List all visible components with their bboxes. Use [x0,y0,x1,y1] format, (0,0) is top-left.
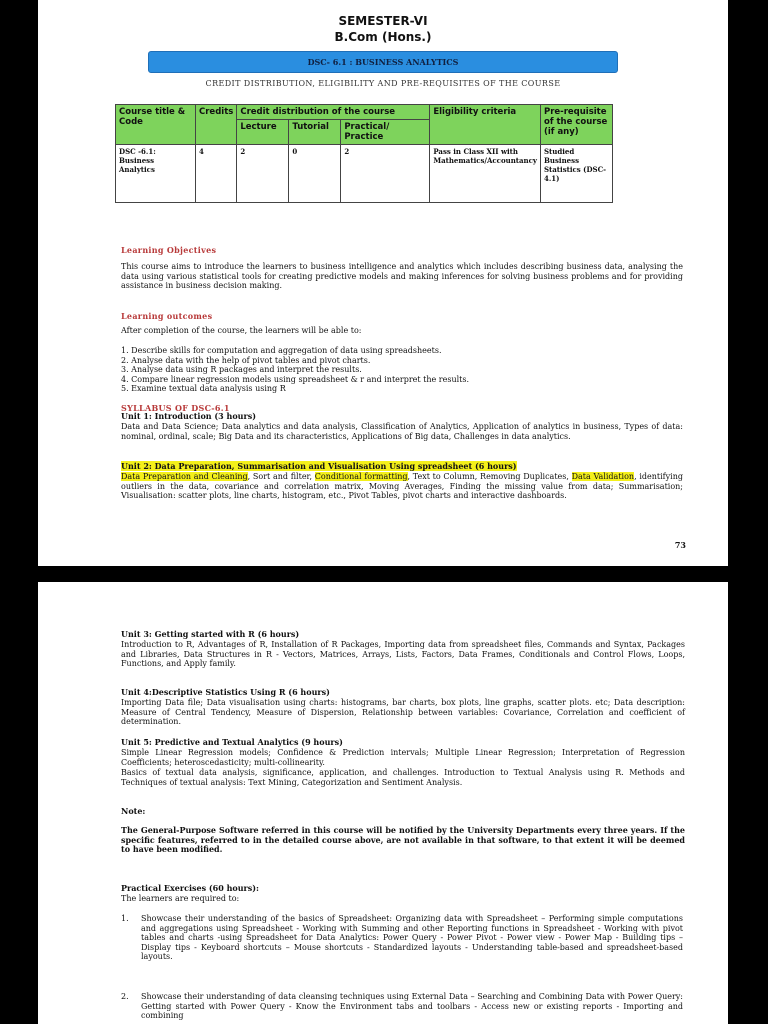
credit-distribution-heading: CREDIT DISTRIBUTION, ELIGIBILITY AND PRE-REQUISITES OF THE COURSE [205,79,561,88]
learning-outcomes-intro: After completion of the course, the learners will be able to: [121,326,362,335]
header-credits: Credits [196,105,237,145]
unit1-title: Unit 1: Introduction (3 hours) [121,411,256,421]
practical-item [121,992,683,1021]
header-practical: Practical/ Practice [341,120,430,145]
practical-item-text: Showcase their understanding of data cleansing techniques using External Data – Searching and Combining Data with Power Query: Getting started with Power Query - Know the Environment tabs and toolbars - Access new or existing reports - Importing and combining [141,992,683,1020]
page-number: 73 [674,540,686,550]
outcome-item: 3. Analyse data using R packages and interpret the results. [121,365,362,374]
highlight-data-validation: Data Validation [571,472,635,481]
unit3-title: Unit 3: Getting started with R (6 hours) [121,629,300,639]
header-prerequisite: Pre-requisite of the course (if any) [540,105,612,145]
unit2-text-part: , Text to Column, Removing Duplicates, [407,472,572,481]
cell-lecture: 2 [237,145,289,203]
practical-item-number: 2. [121,992,129,1001]
unit5-text-1: Simple Linear Regression models; Confidence & Prediction intervals; Multiple Linear Regression; Interpretation of Regression Coefficients; heteroscedasticity; multi-collinearity. [121,748,685,767]
unit2-text [121,472,683,501]
outcome-item: 4. Compare linear regression models using spreadsheet & r and interpret the results. [121,374,470,384]
practical-title: Practical Exercises (60 hours): [121,883,259,893]
header-lecture: Lecture [237,120,289,145]
header-tutorial: Tutorial [289,120,341,145]
unit2-title [121,462,683,472]
cell-tutorial: 0 [289,145,341,203]
cell-eligibility: Pass in Class XII with Mathematics/Accountancy [430,145,541,203]
practical-item-text: Showcase their understanding of the basics of Spreadsheet: Organizing data with Spreadsheet – Performing simple computations and aggregations using Spreadsheet - Working with Summing and other Reporting functions in Spreadsheet - Working with pivot tables and charts -using Spreadsheet for Data Analytics: Power Query - Power Pivot - Power view - Power Map - Building tips – Display tips - Keyboard shortcuts – Mouse shortcuts - Standardized layouts - Understanding table-based and spreadsheet-based layouts. [141,914,683,961]
header-credit-distribution: Credit distribution of the course [237,105,430,120]
header-course-title: Course title & Code [116,105,196,145]
cell-credits: 4 [196,145,237,203]
learning-outcomes-list [121,346,683,394]
practical-intro: The learners are required to: [121,894,240,903]
note-text: The General-Purpose Software referred in this course will be notified by the University Departments every three years. If the specific features, referred to in the detailed course above, are not available in that software, to that extent it will be deemed to have been modified. [121,825,685,854]
cell-practical: 2 [341,145,430,203]
unit3-text: Introduction to R, Advantages of R, Installation of R Packages, Importing data from spreadsheet files, Commands and Syntax, Packages and Libraries, Data Structures in R - Vectors, Matrices, Arrays, Lists, Factors, Data Frames, Conditionals and Control Flows, Loops, Functions, and Apply family. [121,640,685,668]
outcome-item: 1. Describe skills for computation and aggregation of data using spreadsheets. [121,346,442,355]
highlight-data-preparation: Data Preparation and Cleaning [121,472,248,481]
outcome-item: 5. Examine textual data analysis using R [121,384,286,393]
unit2-title-text: Unit 2: Data Preparation, Summarisation and Visualisation Using spreadsheet (6 hours) [121,461,517,471]
syllabus-heading: SYLLABUS OF DSC-6.1 [121,403,230,413]
unit5-text-2: Basics of textual data analysis, significance, application, and challenges. Introduction to Textual Analysis using R. Methods and Techniques of textual analysis: Text Mining, Categorization and Sentiment Analysis. [121,768,685,787]
unit4-text: Importing Data file; Data visualisation using charts: histograms, bar charts, box plots, line graphs, scatter plots. etc; Data description: Measure of Central Tendency, Measure of Dispersion, Relationship between variables: Covariance, Correlation and coefficient of determination. [121,698,685,726]
unit4-title: Unit 4:Descriptive Statistics Using R (6 hours) [121,687,330,697]
unit2-text-part: , identifying outliers in the data, covariance and correlation matrix, Moving Averages, Finding the missing value from data; Summarisation; Visualisation: scatter plots, line charts, histogram, etc., Pivot Tables, pivot charts and interactive dashboards. [121,472,683,500]
document-page-2 [38,582,728,1024]
outcome-item: 2. Analyse data with the help of pivot tables and pivot charts. [121,355,371,365]
practical-item-number: 1. [121,914,129,923]
course-title-bar: DSC- 6.1 : BUSINESS ANALYTICS [148,51,618,73]
unit1-text: Data and Data Science; Data analytics and data analysis, Classification of Analytics, Application of analytics in business, Types of data: nominal, ordinal, scale; Big Data and its characteristics, Applications of Big data, Challenges in data analytics. [121,422,683,441]
learning-outcomes-heading: Learning outcomes [121,311,213,321]
practical-item [121,914,683,962]
header-eligibility: Eligibility criteria [430,105,541,145]
credit-table [115,104,613,203]
semester-title: SEMESTER-VI [338,14,428,28]
unit5-title: Unit 5: Predictive and Textual Analytics (9 hours) [121,737,343,747]
note-label: Note: [121,806,146,816]
document-page-1 [38,0,728,566]
degree-title: B.Com (Hons.) [334,30,432,44]
cell-course: DSC -6.1: Business Analytics [116,145,196,203]
highlight-conditional-formatting: Conditional formatting [314,472,408,481]
learning-objectives-text: This course aims to introduce the learners to business intelligence and analytics which includes describing business data, analysing the data using various statistical tools for creating predictive models and making inferences for solving business problems and for providing assistance in business decision making. [121,262,683,290]
unit2-text-part: , Sort and filter, [247,472,315,481]
learning-objectives-heading: Learning Objectives [121,245,217,255]
cell-prerequisite: Studied Business Statistics (DSC-4.1) [540,145,612,203]
